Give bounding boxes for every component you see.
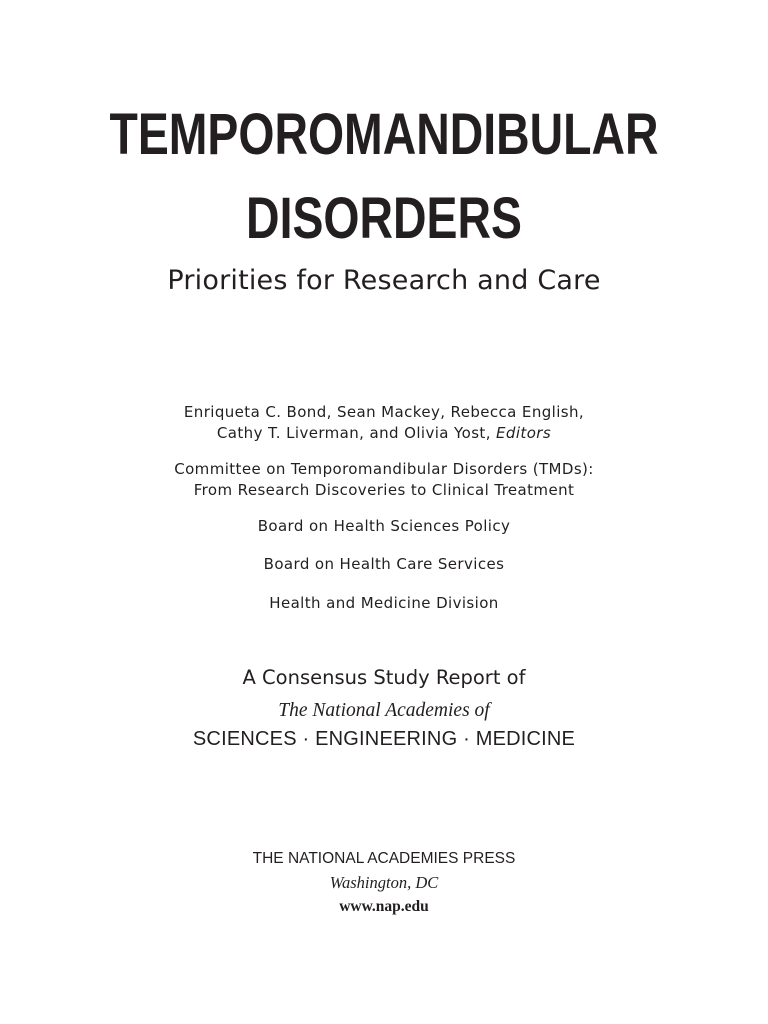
board-health-sciences-policy: Board on Health Sciences Policy — [257, 517, 511, 535]
editors-line-2 — [0, 423, 768, 444]
editors-names: Cathy T. Liverman, and Olivia Yost, — [216, 424, 497, 442]
sciences-engineering-medicine: SCIENCES · ENGINEERING · MEDICINE — [192, 728, 576, 750]
committee-line-2: From Research Discoveries to Clinical Treatment — [193, 481, 575, 499]
consensus-report-label: A Consensus Study Report of — [242, 666, 526, 689]
committee-block — [0, 459, 768, 501]
book-title-line-1: TEMPOROMANDIBULAR — [109, 102, 659, 167]
committee-line-1: Committee on Temporomandibular Disorders (TMDs): — [174, 460, 594, 478]
publisher-name: THE NATIONAL ACADEMIES PRESS — [252, 850, 516, 867]
editors-role: Editors — [496, 424, 552, 442]
board-health-care-services: Board on Health Care Services — [263, 555, 505, 573]
editors-line-1: Enriqueta C. Bond, Sean Mackey, Rebecca English, — [183, 403, 585, 421]
book-title-line-2: DISORDERS — [246, 186, 522, 251]
health-medicine-division: Health and Medicine Division — [269, 594, 499, 612]
publisher-url[interactable]: www.nap.edu — [339, 898, 429, 915]
editors-block — [0, 402, 768, 444]
book-subtitle: Priorities for Research and Care — [167, 265, 601, 296]
publisher-city: Washington, DC — [329, 873, 439, 892]
national-academies-label: The National Academies of — [278, 700, 490, 721]
